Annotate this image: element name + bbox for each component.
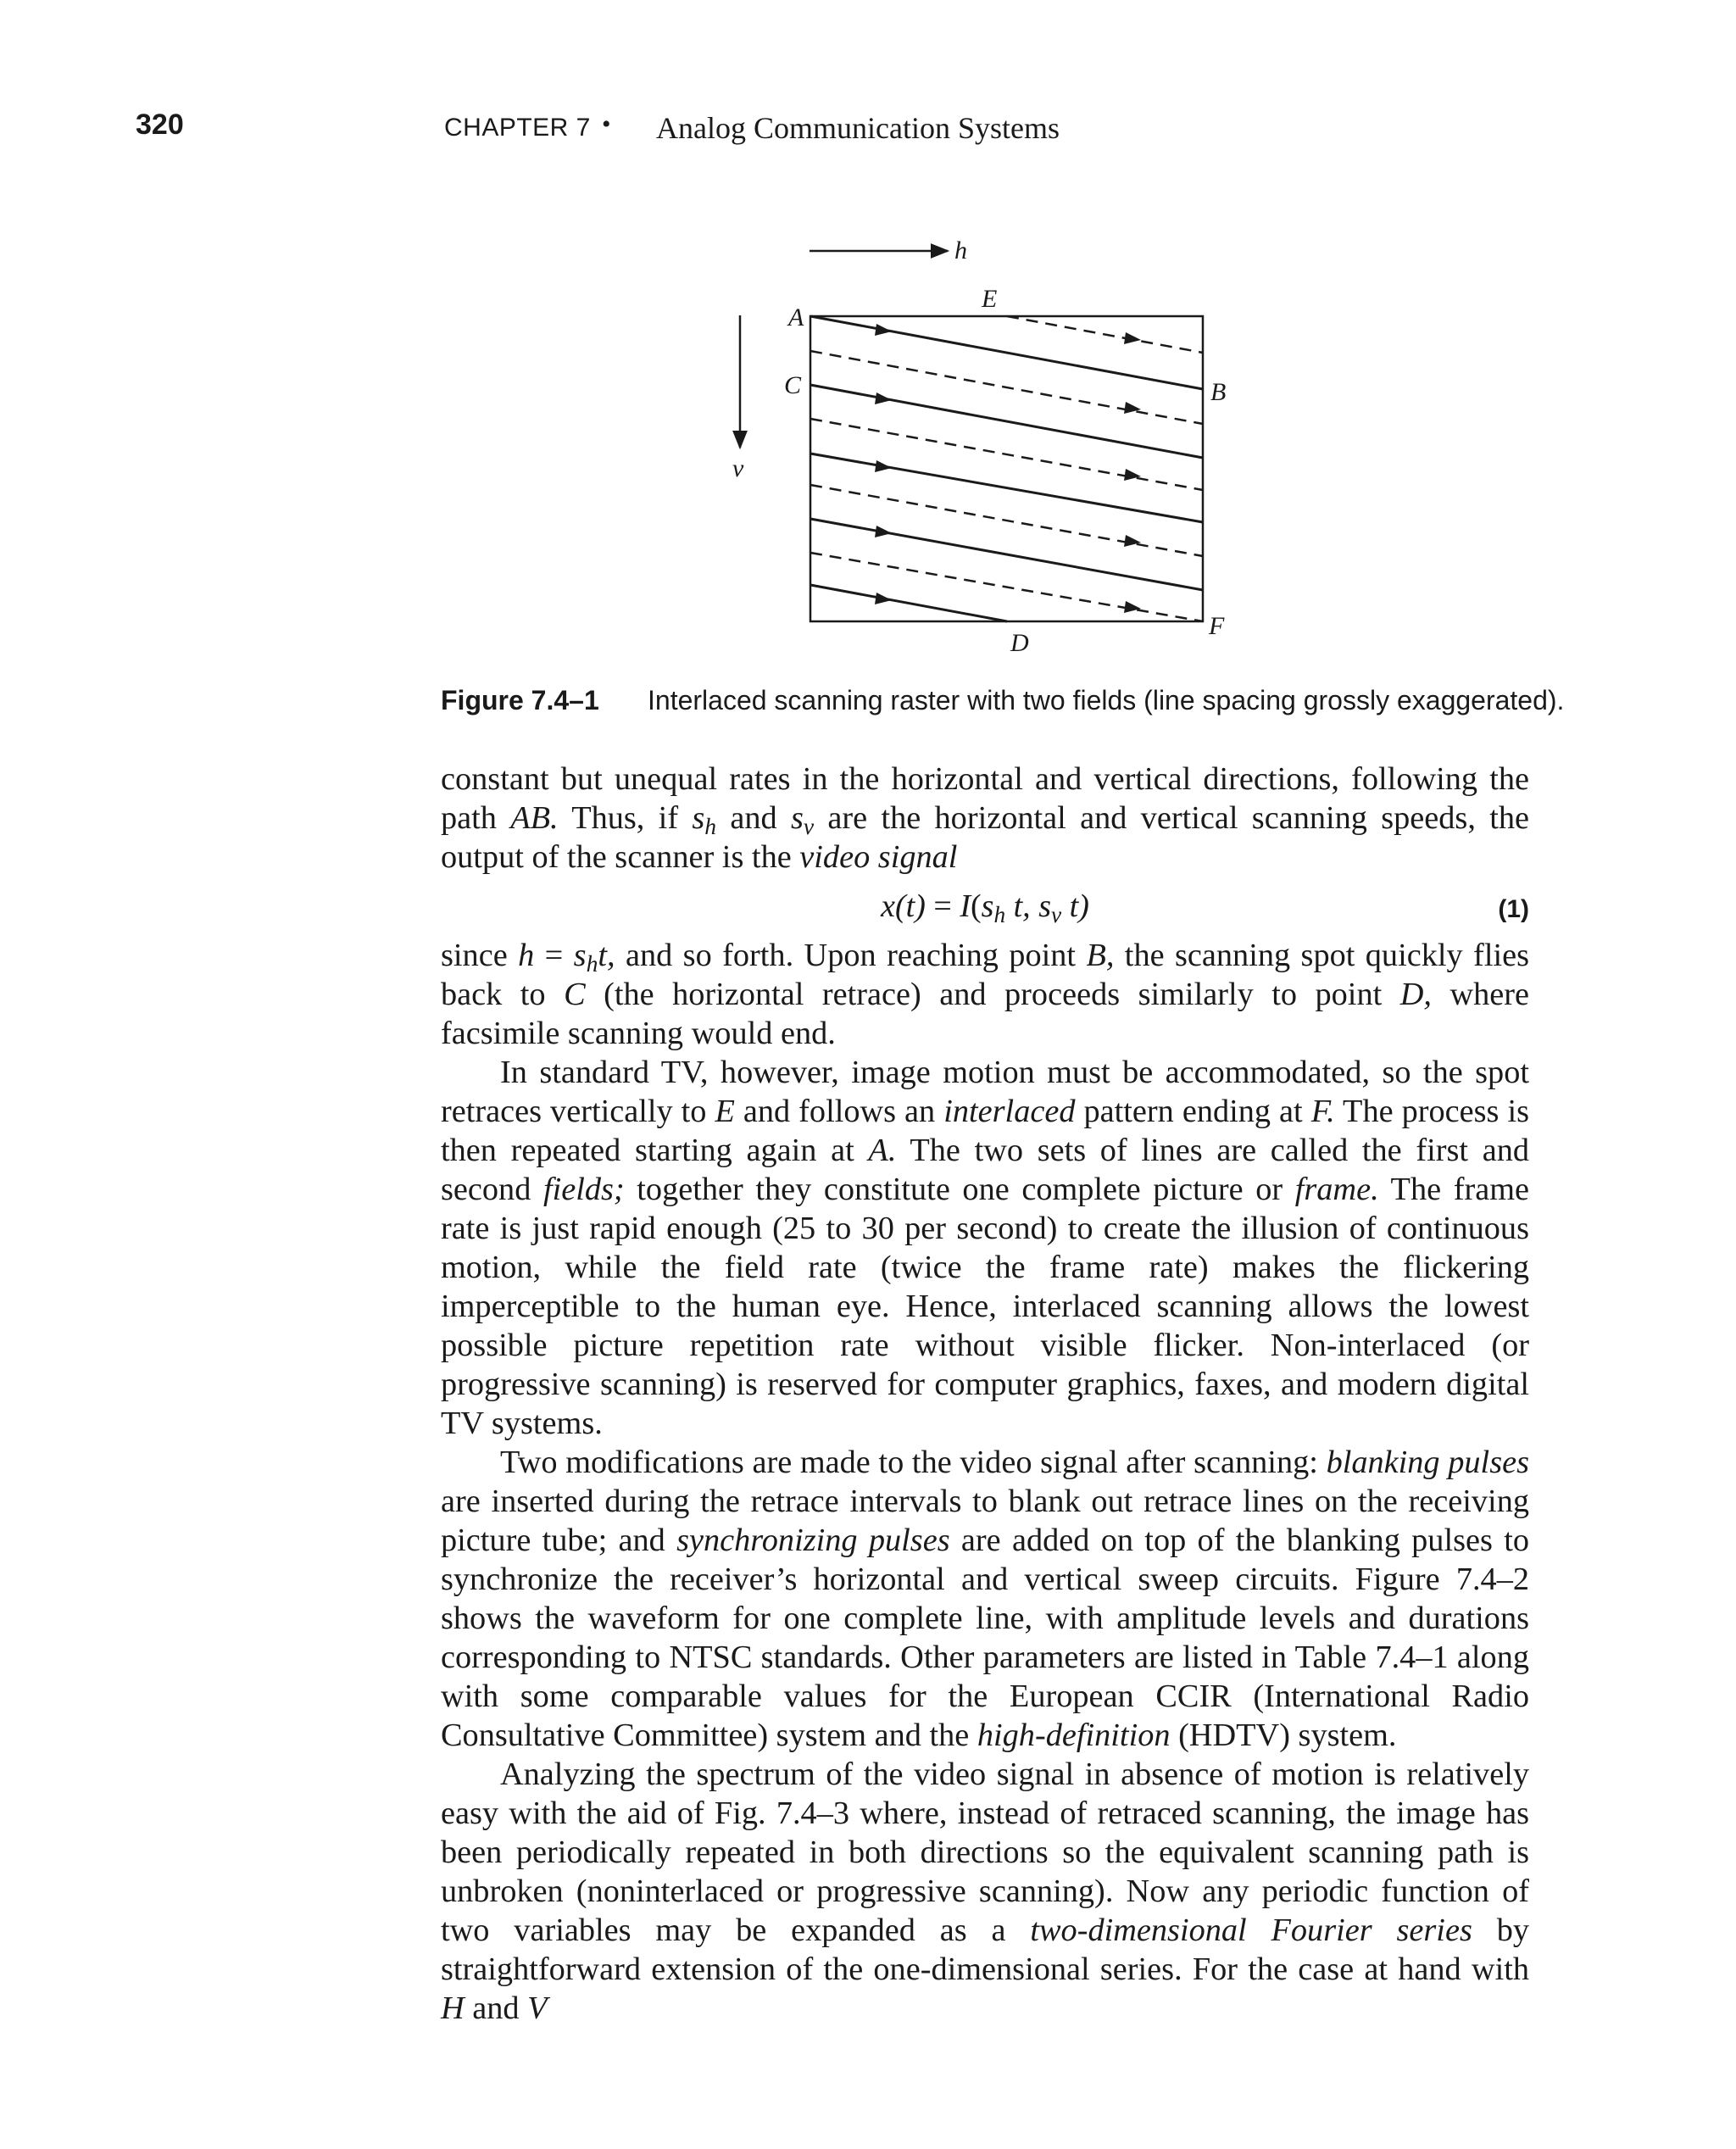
h-label: h <box>954 237 967 264</box>
point-b-label: B <box>1210 378 1227 406</box>
figure-caption-label: Figure 7.4–1 <box>441 685 599 715</box>
term-blanking-pulses: blanking pulses <box>1326 1445 1529 1480</box>
point-e-label: E <box>982 285 998 313</box>
v-label: v <box>732 454 744 482</box>
figure-caption <box>441 685 1565 716</box>
term-frame: frame. <box>1294 1172 1379 1207</box>
term-high-definition: high-definition <box>976 1718 1171 1753</box>
term-fields: fields; <box>542 1172 625 1207</box>
scan-arrow <box>875 526 892 537</box>
term-video-signal: video signal <box>799 839 958 875</box>
term-interlaced: interlaced <box>943 1094 1076 1129</box>
scan-line-dashed <box>810 419 1203 490</box>
point-c-label: C <box>784 371 802 399</box>
interlaced-raster-figure <box>729 229 1305 670</box>
scan-line-solid <box>810 385 1203 458</box>
body-text <box>441 760 1529 2028</box>
point-f-label: F <box>1209 612 1225 640</box>
page-number: 320 <box>136 109 184 141</box>
term-fourier-series: two-dimensional Fourier series <box>1030 1912 1472 1948</box>
equation-1: $x(t) = I(s_h$ t, $s_v$ t) (1) <box>441 887 1529 926</box>
running-title: Analog Communication Systems <box>656 111 1060 145</box>
header-bullet: • <box>602 110 611 138</box>
scan-line-solid <box>810 585 1007 621</box>
scan-line-dashed <box>810 553 1203 621</box>
figure-caption-text: Interlaced scanning raster with two fields (line spacing grossly exaggerated). <box>648 685 1565 715</box>
paragraph-1: constant but unequal rates in the horizontal and vertical directions, following the path AB. Thus, if $s_h$ and $s_v$ are the horizontal and vertical scanning speeds, the output of the scanner is the video signal <box>441 761 1529 875</box>
scan-line-dashed <box>810 485 1203 556</box>
scan-line-solid <box>810 454 1203 522</box>
point-d-label: D <box>1010 629 1029 657</box>
paragraph-4: Two modifications are made to the video signal after scanning: blanking pulses are inserted during the retrace intervals to blank out retrace lines on the receiving picture tube; and synchronizing pulses are added on top of the blanking pulses to synchronize the receiver’s horizontal and vertical sweep circuits. Figure 7.4–2 shows the waveform for one complete line, with amplitude levels and durations corresponding to NTSC standards. Other parameters are listed in Table 7.4–1 along with some comparable values for the European CCIR (International Radio Consultative Committee) system and the high-definition (HDTV) system. <box>441 1445 1529 1753</box>
scan-line-dashed <box>1007 316 1203 353</box>
paragraph-3: In standard TV, however, image motion must be accommodated, so the spot retraces vertically to E and follows an interlaced pattern ending at F. The process is then repeated starting again at A. The two sets of lines are called the first and second fields; together they constitute one complete picture or frame. The frame rate is just rapid enough (25 to 30 per second) to create the illusion of continuous motion, while the field rate (twice the frame rate) makes the flickering imperceptible to the human eye. Hence, interlaced scanning allows the lowest possible picture repetition rate without visible flicker. Non-interlaced (or progressive scanning) is reserved for computer graphics, faxes, and modern digital TV systems. <box>441 1055 1530 1441</box>
chapter-label: CHAPTER 7 <box>444 114 591 142</box>
page-header <box>0 109 1736 151</box>
scan-line-solid <box>810 316 1203 389</box>
scan-line-dashed <box>810 351 1203 424</box>
paragraph-5: Analyzing the spectrum of the video signal in absence of motion is relatively easy with the aid of Fig. 7.4–3 where, instead of retraced scanning, the image has been periodically repeated in both directions so the equivalent scanning path is unbroken (noninterlaced or progressive scanning). Now any periodic function of two variables may be expanded as a two-dimensional Fourier series by straightforward extension of the one-dimensional series. For the case at hand with H and V <box>441 1757 1530 2026</box>
second-field-lines <box>810 316 1203 621</box>
scan-arrow <box>1124 332 1141 344</box>
paragraph-2: since $h = s_ht$, and so forth. Upon reaching point B, the scanning spot quickly flies back to C (the horizontal retrace) and proceeds similarly to point D, where facsimile scanning would end. <box>441 938 1530 1051</box>
scan-line-solid <box>810 519 1203 590</box>
term-synchronizing-pulses: synchronizing pulses <box>676 1523 950 1558</box>
equation-number: (1) <box>1498 895 1529 923</box>
point-a-label: A <box>788 303 804 331</box>
